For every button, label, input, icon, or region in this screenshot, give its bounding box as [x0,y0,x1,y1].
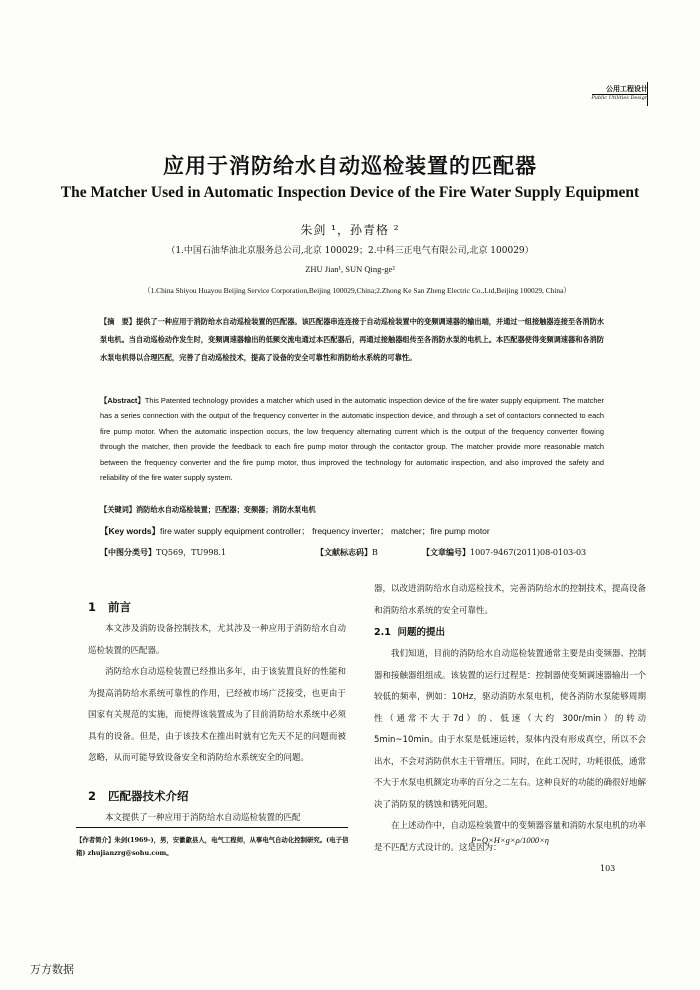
paper-title-cn: 应用于消防给水自动巡检装置的匹配器 [163,154,537,178]
paragraph: 在上述动作中，自动巡检装置中的变频器容量和消防水泵电机的功率是不匹配方式设计的。这是因为： [374,821,647,853]
doc-label: 【文献标志码】 [316,547,372,557]
paper-title-en: The Matcher Used in Automatic Inspection Device of the Fire Water Supply Equipment [60,184,640,201]
clc-number [100,547,226,558]
keywords-cn-text: 消防给水自动巡检装置；匹配器；变频器；消防水泵电机 [135,505,316,514]
subsection-title: 问题的提出 [397,627,445,638]
footnote-rule [76,827,348,828]
paragraph: 消防给水自动巡检装置已经推出多年，由于该装置良好的性能和为提高消防给水系统可靠性的作用，已经被市场广泛接受，也更由于国家有关规范的实施，而使得该装置成为了目前消防给水系统中必须具有的设备。但是，由于该技术在推出时就有它先天不足的问题而被忽略，从而可能导致设备安全和消防给水系统安全的问题。 [88,667,346,763]
clc-value: TQ569，TU998.1 [156,548,227,557]
section-1-number: 1 [88,600,97,614]
paragraph: 我们知道，目前的消防给水自动巡检装置通常主要是由变频器、控制器和接触器组组成。该装置的运行过程是：控制器使变频调速器输出一个较低的频率，例如：10Hz，驱动消防水泵电机，使各消防水泵能够周期性（通常不大于7d）的、低速（大约 300r/min）的转动 5min~10min。由于水泵是低速运转，泵体内没有形成真空，所以不会出水，不会对消防供水主干管增压。同时，在此工况时，功耗很低，通常不大于水泵电机额定功率的百分之二左右。这种良好的功能的确很好地解决了消防泵的锈蚀和锈死问题。 [374,649,647,810]
keywords-cn [100,505,604,515]
footer-watermark: 万方数据 [30,963,74,976]
abstract-cn [100,313,604,367]
clc-label: 【中图分类号】 [100,547,156,557]
journal-header-en: Public Utilities Design [591,95,648,101]
journal-header-cn: 公用工程设计 [606,84,648,93]
author-note-label: 【作者简介】 [76,836,115,844]
art-label: 【文章编号】 [422,547,470,557]
keywords-cn-label: 【关键词】 [100,505,136,514]
section-1-heading [88,595,346,619]
paragraph: 本文涉及消防设备控制技术，尤其涉及一种应用于消防给水自动巡检装置的匹配器。 [88,624,346,656]
document-code [316,547,378,558]
section-2-heading [88,784,346,808]
power-formula: P=Q×H×g×ρ/1000×η [470,835,550,845]
subsection-number: 2.1 [374,627,391,638]
section-2-number: 2 [88,788,97,803]
authors-en: ZHU Jian¹, SUN Qing-ge² [305,264,395,274]
author-note [76,834,352,860]
author-note-text: 朱剑(1969-)，男，安徽歙县人，电气工程师，从事电气自动化控制研究。(电子信箱) zhujianzrg@sohu.com。 [76,836,349,857]
abstract-en-text: This Patented technology provides a matcher which used in the automatic inspection device of the fire water supply equipment. The matcher has a series connection with the output of the frequency converter in the automatic inspection device, and through a set of contactors connected to each fire pump motor. When the automatic inspection occurs, the low frequency alternating current which is the output of the frequency converter flowing through the matcher, then provide the feedback to each fire pump motor through the contactor group. The matcher provide more reasonable match between the frequency converter and the fire pump motor, thus improved the technology for automatic inspection, and also improved the safety and reliability of the fire water supply system. [100,396,604,483]
abstract-en-label: 【Abstract】 [100,396,145,405]
affiliation-en: （1.China Shiyou Huayou Beijing Service Corporation,Beijing 100029,China;2.Zhong Ke San Zheng Electric Co.,Ltd,Beijing 100029, China） [143,286,571,295]
section-2-title: 匹配器技术介绍 [108,788,189,803]
right-column [374,579,646,859]
doc-value: B [372,548,378,557]
keywords-en-text: fire water supply equipment controller； frequency inverter； matcher；fire pump motor [160,526,490,536]
abstract-cn-label: 【摘 要】 [100,317,136,326]
page-number: 103 [600,864,616,873]
keywords-en [100,525,604,537]
left-column [88,595,346,829]
keywords-en-label: 【Key words】 [100,526,160,536]
affiliation-cn: （1.中国石油华油北京服务总公司,北京 100029；2.中科三正电气有限公司,北京 100029） [166,246,534,256]
paragraph: 器，以改进消防给水自动巡检技术，完善消防给水的控制技术，提高设备和消防给水系统的安全可靠性。 [374,584,647,616]
abstract-cn-text: 提供了一种应用于消防给水自动巡检装置的匹配器。该匹配器串连连接于自动巡检装置中的变频调速器的输出端，并通过一组接触器连接至各消防水泵电机。当自动巡检动作发生时，变频调速器输出的低频交流电通过本匹配器后，再通过接触器组传至各消防水泵的电机上。本匹配器使得变频调速器和各消防水泵电机得以合理匹配，完善了自动巡检技术，提高了设备的安全可靠性和消防给水系统的可靠性。 [100,317,604,362]
article-number [422,547,586,558]
paragraph: 本文提供了一种应用于消防给水自动巡检装置的匹配 [105,812,301,823]
abstract-en [100,393,604,485]
section-1-title: 前言 [108,600,132,614]
header-vertical-bar [647,82,648,106]
subsection-heading [374,622,646,644]
authors-cn: 朱剑 ¹，孙青格 ² [300,223,400,237]
art-value: 1007-9467(2011)08-0103-03 [470,548,587,557]
